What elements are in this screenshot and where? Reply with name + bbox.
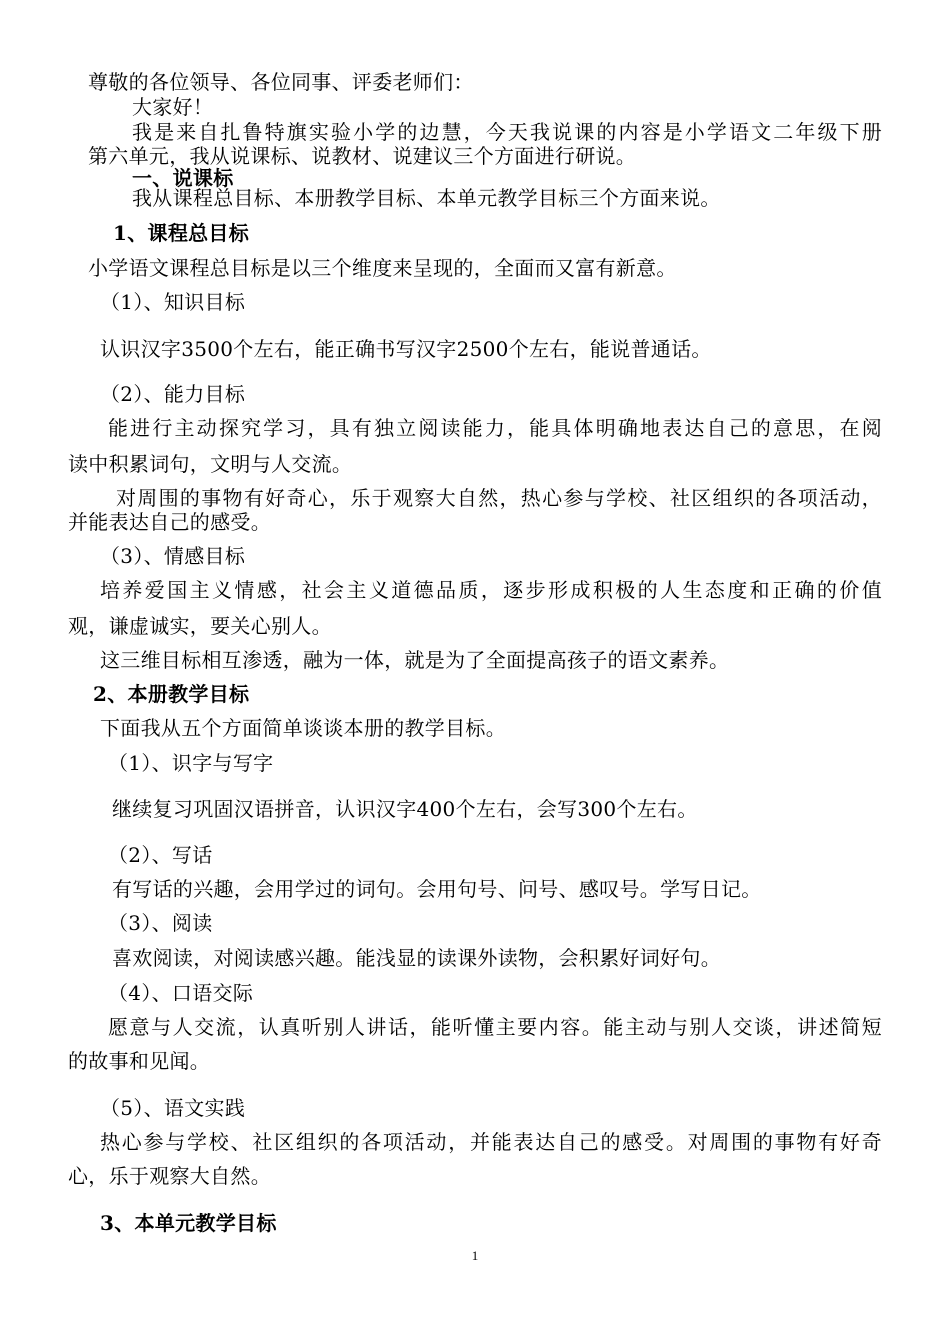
- paragraph-line: 对周围的事物有好奇心，乐于观察大自然，热心参与学校、社区组织的各项活动，: [116, 486, 882, 510]
- greeting-line: 尊敬的各位领导、各位同事、评委老师们：: [88, 70, 474, 94]
- subheading-1: 1、课程总目标: [113, 221, 250, 245]
- paragraph-line: 能进行主动探究学习，具有独立阅读能力，能具体明确地表达自己的意思，在阅: [108, 416, 882, 440]
- paragraph-line: 热心参与学校、社区组织的各项活动，并能表达自己的感受。对周围的事物有好奇: [100, 1130, 882, 1154]
- item-heading: （4）、口语交际: [108, 981, 254, 1005]
- subheading-2: 2、本册教学目标: [93, 682, 250, 706]
- paragraph-line: 我从课程总目标、本册教学目标、本单元教学目标三个方面来说。: [132, 186, 721, 210]
- hello-line: 大家好！: [132, 95, 214, 119]
- paragraph-line: 有写话的兴趣，会用学过的词句。会用句号、问号、感叹号。学写日记。: [112, 877, 762, 901]
- paragraph-line: 下面我从五个方面简单谈谈本册的教学目标。: [100, 716, 506, 740]
- item-heading: （2）、能力目标: [100, 382, 246, 406]
- paragraph-line: 喜欢阅读，对阅读感兴趣。能浅显的读课外读物，会积累好词好句。: [112, 946, 721, 970]
- paragraph-line: 心，乐于观察大自然。: [68, 1164, 271, 1188]
- intro-line-2: 第六单元，我从说课标、说教材、说建议三个方面进行研说。: [88, 144, 637, 168]
- paragraph-line: 读中积累词句，文明与人交流。: [68, 452, 353, 476]
- item-heading: （1）、知识目标: [100, 290, 246, 314]
- item-heading: （3）、阅读: [108, 911, 213, 935]
- section-heading-1: 一、说课标: [132, 166, 234, 190]
- item-heading: （3）、情感目标: [100, 544, 246, 568]
- item-heading: （2）、写话: [108, 843, 213, 867]
- paragraph-line: 认识汉字3500个左右，能正确书写汉字2500个左右，能说普通话。: [100, 337, 712, 361]
- paragraph-line: 的故事和见闻。: [68, 1049, 211, 1073]
- intro-line-1: 我是来自扎鲁特旗实验小学的边慧，今天我说课的内容是小学语文二年级下册: [132, 120, 882, 144]
- paragraph-line: 愿意与人交流，认真听别人讲话，能听懂主要内容。能主动与别人交谈，讲述简短: [108, 1015, 882, 1039]
- subheading-3: 3、本单元教学目标: [100, 1211, 277, 1235]
- paragraph-line: 这三维目标相互渗透，融为一体，就是为了全面提高孩子的语文素养。: [100, 648, 730, 672]
- page-number: 1: [471, 1248, 479, 1263]
- item-heading: （5）、语文实践: [100, 1096, 246, 1120]
- paragraph-line: 小学语文课程总目标是以三个维度来呈现的，全面而又富有新意。: [88, 256, 677, 280]
- item-heading: （1）、识字与写字: [108, 751, 274, 775]
- paragraph-line: 观，谦虚诚实，要关心别人。: [68, 614, 332, 638]
- paragraph-line: 继续复习巩固汉语拼音，认识汉字400个左右，会写300个左右。: [112, 797, 698, 821]
- paragraph-line: 培养爱国主义情感，社会主义道德品质，逐步形成积极的人生态度和正确的价值: [100, 578, 882, 602]
- paragraph-line: 并能表达自己的感受。: [68, 510, 271, 534]
